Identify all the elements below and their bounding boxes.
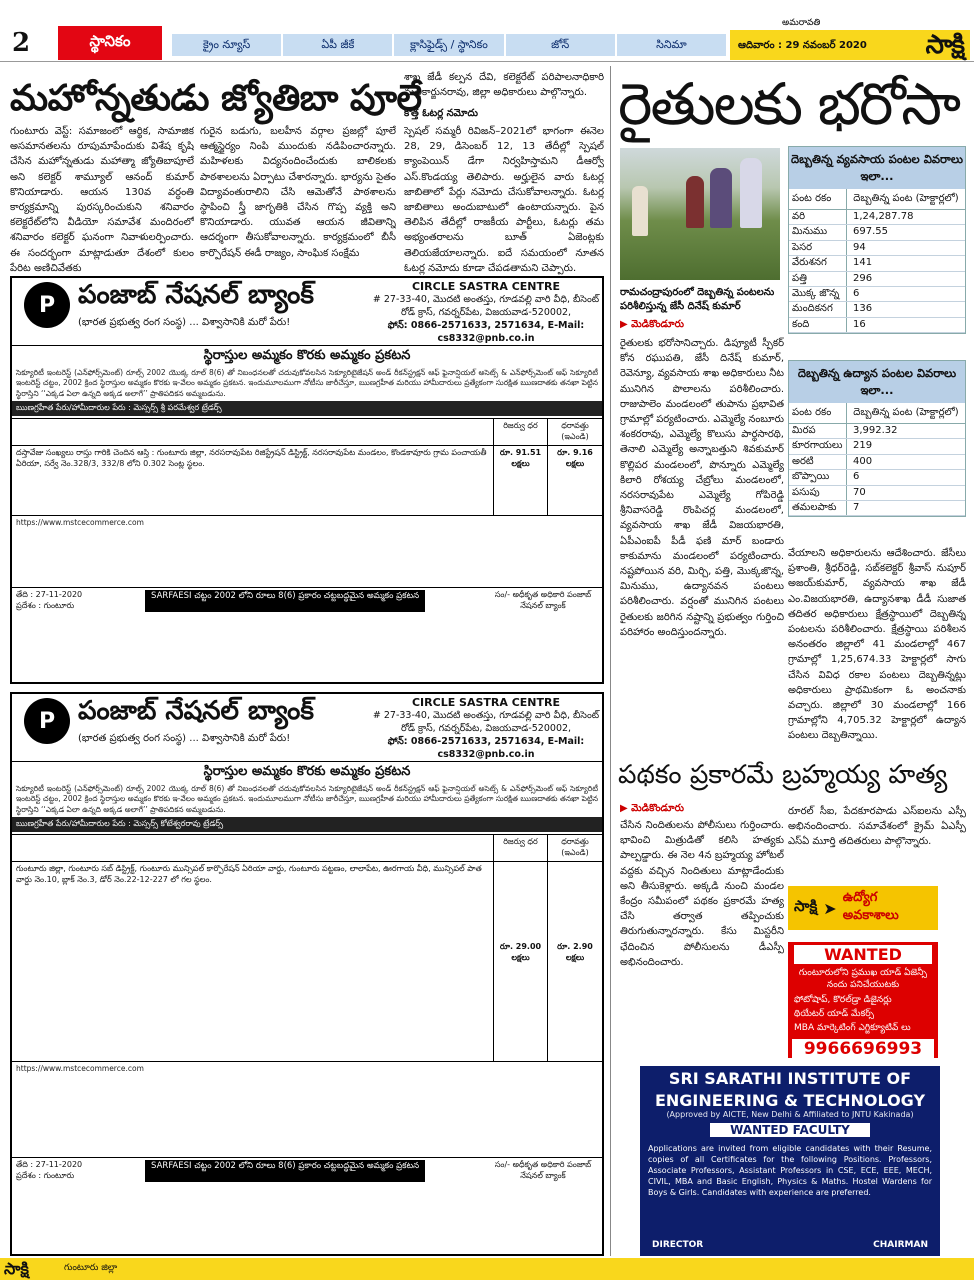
pnb-date: తేది : 27-11-2020 [16,590,83,600]
pnb-reserve-price: రూ. 91.51 లక్షలు [494,446,548,515]
pnb-signature: సం/- అధీకృత అధికారి పంజాబ్ నేషనల్ బ్యాంక్ [494,1160,592,1181]
crop-name: కంది [789,318,847,332]
horti-table-title: దెబ్బతిన్న ఉద్యాన పంటల వివరాలు ఇలా... [789,361,965,403]
article-voters: స్పెషల్ సమ్మరీ రివిజన్–2021లో భాగంగా ఈనెల 28, 29, డిసెంబర్ 12, 13 తేదీల్లో స్పెషల్ క్యాంపెయిన్ డేగా నిర్వహిస్తామని డీఆర్వో ఎస్.కొండయ్య తెలిపారు. అర్హులైన వారు ఓటర్ల జాబితాలో పేర్లు నమోదు చేసుకోవాలన్నారు. ఓటర్ల జాబితాలు అందుబాటులో ఉంటాయన్నారు. పైన తెలిపిన తేదీల్లో రాజకీయ పార్టీలు, ఓటర్లు తమ అభ్యంతరాలను బూత్ ఏజెంట్లకు తెలియజేయాలన్నారు. ఐదే సమయంలో నూతన ఓటర్ల నమోదు కూడా చేపడతామని చెప్పారు. [404,126,604,274]
crop-area: 70 [853,486,866,498]
horti-col-crop: పంట రకం [789,403,847,423]
wanted-role: థియేటర్ యాడ్ మేకర్స్ [794,1009,875,1019]
pnb-property-desc: దస్తావేజు సంఖ్యలు రాస్తు గారికి చెందిన ఆస్తి : గుంటూరు జిల్లా, నరసరావుపేట రిజిస్ట్రేషన్ డిస్ట్రిక్ట్, నరసరావుపేట మండలం, కొండకావూరు గ్రామ పంచాయతీ ఏరియా, సర్వే నెం.328/3, 332/8 లోని 0.302 సెంట్ల స్థలం. [12,446,494,515]
crop-name: మొక్క జొన్న [789,287,847,301]
pnb-property-col-spacer [12,419,494,445]
table-row [789,272,965,287]
photo-caption: రామచంద్రాపురంలో దెబ్బతిన్న పంటలను పరిశీలిస్తున్న జేసీ దినేష్ కుమార్ [620,287,775,312]
person-figure [686,176,704,228]
college-name-2: ENGINEERING & TECHNOLOGY [654,1091,926,1110]
pnb-title: స్థిరాస్తుల అమ్మకం కొరకు అమ్మకం ప్రకటన [203,764,411,779]
wanted-phone[interactable]: 9966696993 [792,1039,934,1059]
person-figure [632,186,648,236]
pnb-phone: ఫోన్: 0866-2571633, 2571634, E-Mail: cs8332@pnb.co.in [387,320,585,344]
article-murder-col2: రూరల్ సీఐ, పేదకూరపాడు ఎస్‌ఐలను ఎస్పీ అభినందించారు. సమావేశంలో క్రైమ్ ఏఎస్పీ ఎస్‌ఏ మూర్తి తదితరులు పాల్గొన్నారు. [788,806,966,848]
pnb-terms [12,515,602,587]
reporter-tag: ▶ మెడికొండూరు [620,319,684,330]
footer-logo: సాక్షి [4,1259,29,1278]
article-phule-col2: గురైన బడుగు, బలహీన వర్గాల ప్రజల్లో పూలే ఆత్మస్థైర్యం నింపి ముందుకు నడిపించారన్నారు. మహిళలకు విద్యనందించేందుకు బాలికలకు పాఠశాలలను ఏర్పాటు చేశారన్నారు. భార్యను సైతం విద్యావంతురాలిని చేసి ఆమెతోనే పాఠశాలను స్థాపించి స్త్రీ జాగృతికి చేసిన గొప్ప వ్యక్తి అని కొనియాడారు. యువత ఆయన జీవితాన్ని ఆదర్శంగా తీసుకోవాలన్నారు. కార్యక్రమంలో బీసీ కార్పొరేషన్ ఈడీ రాజ్యం, సాంఘిక సంక్షేమ [200,126,396,259]
ad-wanted[interactable] [788,942,938,1058]
college-body: Applications are invited from eligible candidates with their Resume, copies of all Certificates for the following Positions. Professors, Associate Professors, Assistant Professors in CSE, ECE, EEE, MECH, CIVIL, MBA and Basic English, Physics & Maths. Hostel Wardens for Boys & Girls. Candidates with experience are preferred. [648,1144,932,1197]
crop-name: పెసర [789,241,847,255]
pnb-address [368,696,604,761]
crop-name: పత్తి [789,272,847,286]
pnb-header [12,694,602,762]
pnb-col-reserve: రిజర్వు ధర [494,419,548,445]
pnb-name: పంజాబ్ నేషనల్ బ్యాంక్ [78,280,314,310]
pnb-website[interactable]: https://www.mstcecommerce.com [16,518,144,528]
crop-name: కూరగాయలు [789,439,847,453]
arrow-icon: ➤ [823,898,837,918]
crop-area: 16 [853,318,866,330]
college-name-1: SRI SARATHI INSTITUTE OF [668,1069,912,1088]
agri-table-header [789,189,965,210]
wanted-sub: గుంటూరులోని ప్రముఖ యాడ్ ఏజెన్సీ నందు పనిచేయుటకు [798,968,928,990]
ad-udyoga[interactable] [788,886,938,930]
horti-table-header [789,403,965,424]
crop-area: 400 [853,455,873,467]
wanted-roles [788,991,938,1037]
photo-field-inspection [620,148,780,280]
article-phule-col3: శాఖ జేడీ కల్పన దేవి, కలెక్టరేట్ పరిపాలనాధికారి మల్లికార్జునరావు, జిల్లా అధికారులు పాల్గొన్నారు. [404,72,604,99]
crop-name: వరి [789,210,847,224]
crop-name: తమలపాకు [789,501,847,515]
table-row [789,455,965,470]
nav-item-crime[interactable]: క్రైం న్యూస్ [170,34,281,56]
reporter-tag: ▶ మెడికొండూరు [620,803,684,814]
college-chairman: CHAIRMAN [873,1240,928,1250]
headline-phule: మహోన్నతుడు జ్యోతిబా పూలే [10,78,422,119]
pnb-table-header [12,418,602,445]
table-row [789,256,965,271]
agri-col-area: దెబ్బతిన్న పంట (హెక్టార్లలో) [853,193,959,204]
pnb-ad-2 [10,692,604,1256]
pnb-table-header [12,834,602,861]
udyoga-text: ఉద్యోగ అవకాశాలు [842,890,899,923]
horti-damage-table [788,360,966,517]
pnb-body: సెక్యూరిటీ ఇంటరెస్ట్ (ఎన్‌ఫోర్స్‌మెంట్) రూల్స్ 2002 యొక్క రూల్ 8(6) తో నిబంధనలతో చదువుకోవలసిన సెక్యూరిటైజేషన్ అండ్ రీకన్‌స్ట్రక్షన్ ఆఫ్ ఫైనాన్షియల్ అసెట్స్ & ఎన్‌ఫోర్స్‌మెంట్ ఆఫ్ సెక్యూరిటీ ఇంటరెస్ట్ చట్టం, 2002 క్రింద స్థిరాస్తుల అమ్మకం కొరకు ఇ-వేలం అమ్మకం ప్రకటన. ఇందుమూలముగా నోటీసు జారీచేస్తూ, ఋణగ్రహీత మరియు హామీదారులు ప్రత్యేకంగా సురక్షిత ఋణదాతకు తనఖా పెట్టిన స్థిరాస్తిని ‘‘ఎక్కడ ఏలా ఉన్నది అక్కడ అలాగే’’ ప్రాతిపదికన అమ్మబడును. [16,368,598,398]
crop-area: 6 [853,288,860,300]
pnb-name: పంజాబ్ నేషనల్ బ్యాంక్ [78,696,314,726]
college-director: DIRECTOR [652,1240,704,1250]
pnb-place: ప్రదేశం : గుంటూరు [16,601,75,611]
crop-name: మిరప [789,424,847,438]
college-wanted: WANTED FACULTY [710,1123,870,1137]
horti-col-area: దెబ్బతిన్న పంట (హెక్టార్లలో) [853,407,959,418]
article-farmers-col1: రైతులకు భరోసానిచ్చారు. డిప్యూటీ స్పీకర్ కోన రఘుపతి, జేసీ దినేష్ కుమార్, రెవెన్యూ, వ్యవసాయ శాఖ అధికారులు నీట మునిగిన పొలాలను పరిశీలించారు. రాజుపాలెం మండలంలో తుపాను ప్రభావిత గ్రామాల్లో పర్యటించారు. ఎమ్మెల్యే నంబూరు శంకరరావు, ఎమ్మెల్యే కొలుసు పార్థసారథి, తెనాలి ఎమ్మెల్యే అన్నాబత్తుని శివకుమార్ కొల్లిపర మండలంలో, పొన్నూరు ఎమ్మెల్యే కిలారి రోశయ్య చేబ్రోలు మండలంలో, నరసరావుపేట ఎమ్మెల్యే గోపిరెడ్డి శ్రీనివాసరెడ్డి రొంపిచర్ల మండలంలో, వ్యవసాయ శాఖ జేడీ విజయభారతి, ఏపీఎంఐపీ పీడీ ఫణి మార్ బండారు కాకుమాను మండలంలో పర్యటించారు. నష్టపోయిన వరి, మిర్చి, పత్తి, మొక్కజొన్న, మినుము, ఉద్యానవన పంటలు పరిశీలించారు. వర్షంతో మునిగిన పంటలు రైతులకు జరిగిన నష్టాన్ని ప్రభుత్వం గుర్తించి పరిహారం అందిస్తుందన్నారు. [620,338,784,638]
crop-name: మందికనగ [789,302,847,316]
crop-area: 219 [853,440,873,452]
person-figure [740,158,762,228]
pnb-sarfaesi: SARFAESI చట్టం 2002 లోని రూలు 8(6) ప్రకారం చట్టబద్ధమైన అమ్మకం ప్రకటన [145,590,425,612]
pnb-borrower-strip: ఋణగ్రహీత పేరు/హామీదారుల పేరు : మెస్సర్స్ కోటేశ్వరరావు ట్రేడర్స్ [12,817,602,832]
crop-name: వేరుశనగ [789,256,847,270]
ad-college [640,1066,940,1256]
pnb-header [12,278,602,346]
pnb-circle-name: CIRCLE SASTRA CENTRE [411,280,561,293]
section-nav [170,34,726,56]
page-number: 2 [12,28,31,58]
crop-area: 697.55 [853,226,888,238]
pnb-website[interactable]: https://www.mstcecommerce.com [16,1064,144,1074]
crop-area: 296 [853,272,873,284]
pnb-body: సెక్యూరిటీ ఇంటరెస్ట్ (ఎన్‌ఫోర్స్‌మెంట్) రూల్స్ 2002 యొక్క రూల్ 8(6) తో నిబంధనలతో చదువుకోవలసిన సెక్యూరిటైజేషన్ అండ్ రీకన్‌స్ట్రక్షన్ ఆఫ్ ఫైనాన్షియల్ అసెట్స్ & ఎన్‌ఫోర్స్‌మెంట్ ఆఫ్ సెక్యూరిటీ ఇంటరెస్ట్ చట్టం, 2002 క్రింద స్థిరాస్తుల అమ్మకం కొరకు ఇ-వేలం అమ్మకం ప్రకటన. ఇందుమూలముగా నోటీసు జారీచేస్తూ, ఋణగ్రహీత మరియు హామీదారులు ప్రత్యేకంగా సురక్షిత ఋణదాతకు తనఖా పెట్టిన స్థిరాస్తిని ‘‘ఎక్కడ ఏలా ఉన్నది అక్కడ అలాగే’’ ప్రాతిపదికన అమ్మబడును. [16,784,598,814]
table-row [789,486,965,501]
crop-area: 3,992.32 [853,425,898,436]
pnb-col-reserve: రిజర్వు ధర [494,835,548,861]
headline-murder: పథకం ప్రకారమే బ్రహ్మయ్య హత్య [618,760,948,790]
table-row [789,225,965,240]
udyoga-logo: సాక్షి [794,897,818,915]
college-approval: (Approved by AICTE, New Delhi & Affiliated to JNTU Kakinada) [666,1110,914,1119]
article-phule-col1: గుంటూరు వెస్ట్: సమాజంలో ఆర్థిక, సామాజిక అసమానతలను రూపుమాపేందుకు విశేష కృషి చేసిన మహోన్నతుడు మహాత్మా జ్యోతిబాపూలే అని కలెక్టర్ శామ్యూల్ ఆనంద్ కుమార్ కొనియాడారు. ఆయన 130వ వర్ధంతి కార్యక్రమాన్ని పురస్కరించుకుని శనివారం కలెక్టరేట్‌లోని వీడియో సమావేశ మందిరంలో శనివారం కలెక్టర్ ఘనంగా నివాళులర్పించారు. ఈ సందర్భంగా మాట్లాడుతూ దేశంలో కులం పేరిట అణిచివేతకు [10,126,194,274]
pnb-tagline: (భారత ప్రభుత్వ రంగ సంస్థ) ... విశ్వాసానికి మరో పేరు! [78,733,291,744]
crop-area: 136 [853,303,873,315]
wanted-role: ఫోటోషాప్, కొరల్‌డ్రా డిజైనర్లు [794,995,892,1005]
pnb-place: ప్రదేశం : గుంటూరు [16,1171,75,1181]
pnb-address-line: # 27-33-40, మొదటి అంతస్తు, గూడవల్లి వారి వీధి, బీసెంట్ రోడ్ క్రాస్, గవర్నర్‌పేట, విజయవాడ-520002, [372,294,600,318]
agri-col-crop: పంట రకం [789,189,847,209]
pnb-terms [12,1061,602,1157]
wanted-role: MBA మార్కెటింగ్ ఎగ్జిక్యూటివ్ లు [794,1023,911,1033]
headline-farmers: రైతులకు భరోసా [618,70,960,138]
table-row [789,470,965,485]
crop-area: 94 [853,241,866,253]
pnb-logo-icon: P [24,282,70,328]
pnb-property-desc: గుంటూరు జిల్లా, గుంటూరు సబ్ డిస్ట్రిక్ట్, గుంటూరు మున్సిపల్ కార్పొరేషన్ ఏరియా వార్డు, గుంటూరు పట్టణం, లాలాపేట, ఊరగాయ వీధి, మున్సిపల్ పాత వార్డు నెం.10, బ్లాక్ నెం.3, డోర్ నెం.22-12-227 లో గల స్థలం. [12,862,494,1061]
pnb-date: తేది : 27-11-2020 [16,1160,83,1170]
pnb-col-emd: ధరావత్తు (ఇఎండి) [561,421,589,442]
table-row [789,287,965,302]
table-row [789,424,965,439]
pnb-date-place [16,590,82,612]
article-murder-col1: చేసిన నిందితులను పోలీసులు గుర్తించారు. భావించి మిత్రుడితో కలిసి హత్యకు పాల్పడ్డారు. ఈ నెల 4న బ్రహ్మయ్య హోటల్ వద్దకు వచ్చిన నిందితులు మాట్లాడేందుకు అని తీసుకెళ్లారు. అక్కడి నుంచి మండల కేంద్రం సమీపంలో పథకం ప్రకారమే హత్య చేసి తర్వాత తప్పించుకు తిరుగుతున్నారన్నారు. కేసు మిస్టరీని ఛేదించిన పోలీసులను డీఎస్పీ అభినందించారు. [620,820,784,968]
column-divider [610,66,611,1256]
table-row [789,302,965,317]
edition-city: అమరావతి [782,18,821,28]
pnb-phone: ఫోన్: 0866-2571633, 2571634, E-Mail: cs8332@pnb.co.in [387,736,585,760]
pnb-address-line: # 27-33-40, మొదటి అంతస్తు, గూడవల్లి వారి వీధి, బీసెంట్ రోడ్ క్రాస్, గవర్నర్‌పేట, విజయవాడ-520002, [372,710,600,734]
crop-area: 1,24,287.78 [853,211,914,222]
masthead-bar [0,0,974,62]
pnb-signature: సం/- అధీకృత అధికారి పంజాబ్ నేషనల్ బ్యాంక్ [494,590,592,611]
nav-item-cinema[interactable]: సినిమా [615,34,726,56]
pnb-sarfaesi: SARFAESI చట్టం 2002 లోని రూలు 8(6) ప్రకారం చట్టబద్ధమైన అమ్మకం ప్రకటన [145,1160,425,1182]
crop-name: మినుము [789,225,847,239]
pnb-tagline: (భారత ప్రభుత్వ రంగ సంస్థ) ... విశ్వాసానికి మరో పేరు! [78,317,291,328]
nav-item-classified[interactable]: క్లాసిఫైడ్స్ / స్థానికం [392,34,503,56]
agri-table-title: దెబ్బతిన్న వ్యవసాయ పంటల వివరాలు ఇలా... [789,147,965,189]
masthead [730,18,970,60]
person-figure [710,168,732,228]
footer-edition: గుంటూరు జిల్లా [64,1263,118,1273]
nav-item-zone[interactable]: జోన్ [504,34,615,56]
pnb-footer [12,587,602,614]
subhead-voters: కొత్త ఓటర్ల నమోదు [404,108,478,119]
pnb-property-col-spacer [12,835,494,861]
crop-name: బొప్పాయి [789,470,847,484]
crop-name: పసుపు [789,486,847,500]
pnb-borrower-strip: ఋణగ్రహీత పేరు/హామీదారుల పేరు : మెస్సర్స్ శ్రీ పరమేశ్వర ట్రేడర్స్ [12,401,602,416]
nav-item-gk[interactable]: ఏపీ జీకే [281,34,392,56]
pnb-property-row [12,861,602,1061]
pnb-col-emd: ధరావత్తు (ఇఎండి) [561,837,589,858]
section-tab[interactable]: స్థానికం [58,26,162,60]
pnb-emd: రూ. 9.16 లక్షలు [557,448,593,469]
pnb-emd: రూ. 2.90 లక్షలు [557,942,593,963]
table-row [789,318,965,333]
college-signatories [640,1240,940,1250]
crop-area: 6 [853,471,860,483]
agri-damage-table [788,146,966,334]
article-farmers-col2: వేయాలని అధికారులను ఆదేశించారు. జేసీలు ప్రశాంతి, శ్రీధర్‌రెడ్డి, సబ్‌కలెక్టర్ శ్రీవాస్ నుపూర్ అజయ్‌కుమార్, వ్యవసాయ శాఖ జేడీ ఎం.విజయభారతి, ఉద్యానశాఖ డీడీ సుజాత తదితర అధికారులు క్షేత్రస్థాయిలో దెబ్బతిన్న పంటలను పరిశీలించారు. క్షేత్రస్థాయి పరిశీలన అనంతరం జిల్లాలో 41 మండలాల్లో 467 గ్రామాల్లో 1,25,674.33 హెక్టార్లలో సాగు చేసిన వివిధ రకాల పంటలు దెబ్బతిన్నట్లు అధికారులు ప్రాథమికంగా ఓ అంచనాకు వచ్చారు. జిల్లాలో 30 మండలాల్లో 166 గ్రామాల్లోని 4,705.32 హెక్టార్లలో ఉద్యాన పంటలు దెబ్బతిన్నాయి. [788,548,966,742]
edition-date: ఆదివారం : 29 నవంబర్ 2020 [738,40,867,51]
table-row [789,439,965,454]
pnb-date-place [16,1160,82,1182]
crop-area: 7 [853,502,860,514]
table-row [789,501,965,516]
table-row [789,241,965,256]
pnb-footer [12,1157,602,1184]
crop-name: అరటి [789,455,847,469]
pnb-property-row [12,445,602,515]
pnb-title: స్థిరాస్తుల అమ్మకం కొరకు అమ్మకం ప్రకటన [203,348,411,363]
sakshi-logo: సాక్షి [925,30,964,60]
pnb-logo-icon: P [24,698,70,744]
table-row [789,210,965,225]
pnb-address [368,280,604,345]
footer-bar [0,1258,974,1280]
pnb-reserve-price: రూ. 29.00 లక్షలు [494,862,548,1061]
crop-area: 141 [853,257,873,269]
wanted-title: WANTED [794,945,932,964]
pnb-ad-1 [10,276,604,684]
pnb-circle-name: CIRCLE SASTRA CENTRE [411,696,561,709]
